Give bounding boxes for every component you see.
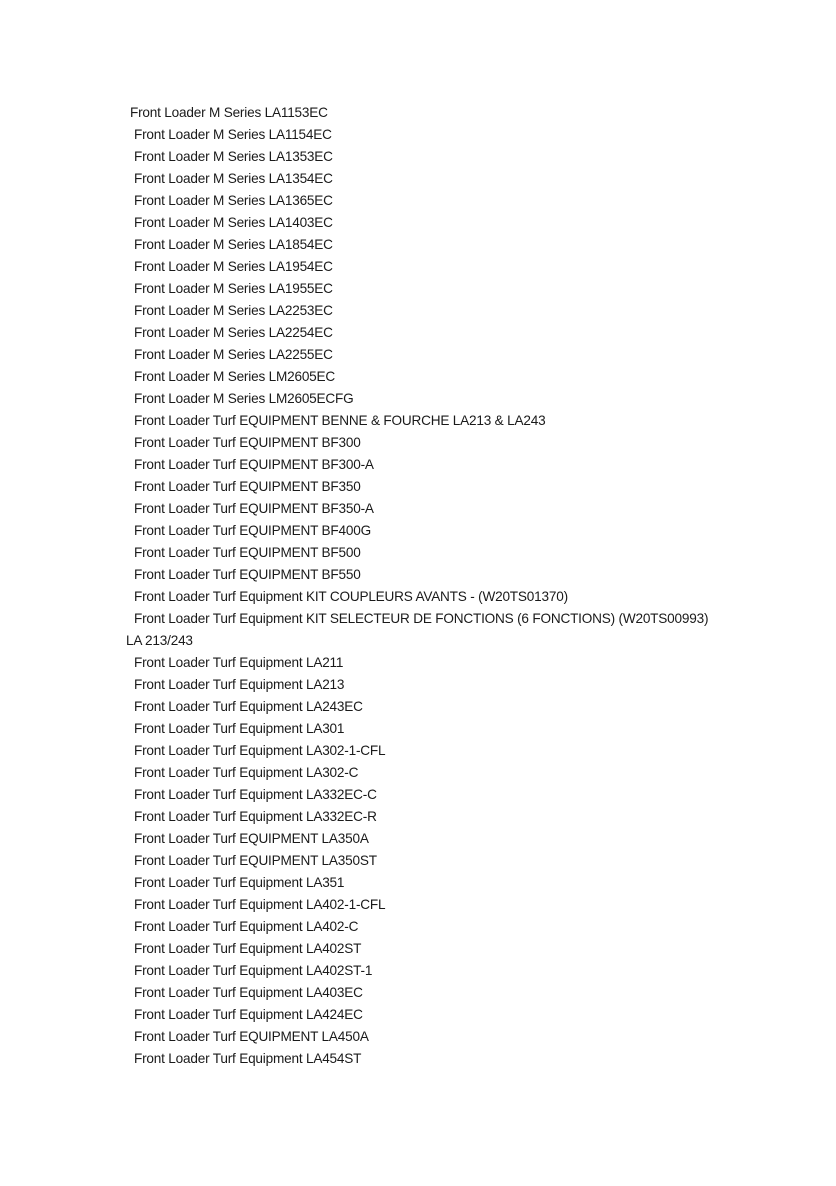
list-line: Front Loader Turf Equipment LA402-C [134,919,359,934]
list-line: Front Loader Turf Equipment LA301 [134,721,345,736]
list-line: Front Loader Turf Equipment LA402ST [134,941,362,956]
list-line: Front Loader M Series LA1153EC [130,105,328,120]
list-line: Front Loader Turf Equipment LA302-C [134,765,359,780]
list-line: Front Loader M Series LM2605ECFG [134,391,354,406]
list-line: Front Loader Turf EQUIPMENT BF300-A [134,457,374,472]
list-line: Front Loader Turf Equipment LA402ST-1 [134,963,373,978]
list-line: Front Loader M Series LA2255EC [134,347,333,362]
list-line: Front Loader Turf Equipment LA403EC [134,985,363,1000]
list-line: Front Loader Turf Equipment LA402-1-CFL [134,897,386,912]
list-line: Front Loader Turf EQUIPMENT BF400G [134,523,371,538]
list-line-continuation: LA 213/243 [126,633,193,648]
list-line: Front Loader Turf EQUIPMENT BF350-A [134,501,374,516]
list-line: Front Loader M Series LA1353EC [134,149,333,164]
model-list [0,102,836,1070]
list-line: Front Loader Turf Equipment LA351 [134,875,345,890]
list-line: Front Loader Turf Equipment LA302-1-CFL [134,743,386,758]
list-line: Front Loader Turf Equipment LA243EC [134,699,363,714]
list-line: Front Loader M Series LA1365EC [134,193,333,208]
list-line: Front Loader Turf EQUIPMENT LA450A [134,1029,369,1044]
list-line: Front Loader Turf EQUIPMENT BF550 [134,567,361,582]
list-line: Front Loader Turf Equipment LA213 [134,677,345,692]
list-line: Front Loader M Series LA1955EC [134,281,333,296]
list-line: Front Loader Turf Equipment LA424EC [134,1007,363,1022]
list-line: Front Loader Turf Equipment LA211 [134,655,344,670]
list-line: Front Loader Turf EQUIPMENT BF350 [134,479,361,494]
list-line: Front Loader Turf Equipment KIT COUPLEURS AVANTS - (W20TS01370) [134,589,568,604]
list-line: Front Loader M Series LA1154EC [134,127,332,142]
list-line: Front Loader Turf EQUIPMENT BF500 [134,545,361,560]
list-line: Front Loader Turf Equipment LA454ST [134,1051,362,1066]
list-line: Front Loader Turf EQUIPMENT LA350ST [134,853,377,868]
list-line: Front Loader Turf Equipment KIT SELECTEUR DE FONCTIONS (6 FONCTIONS) (W20TS00993) [134,611,709,626]
list-line: Front Loader M Series LM2605EC [134,369,336,384]
list-line: Front Loader M Series LA1854EC [134,237,333,252]
list-line: Front Loader M Series LA1403EC [134,215,333,230]
list-line: Front Loader M Series LA1354EC [134,171,333,186]
list-line: Front Loader M Series LA2253EC [134,303,333,318]
list-line: Front Loader Turf EQUIPMENT LA350A [134,831,369,846]
list-line: Front Loader M Series LA1954EC [134,259,333,274]
list-line: Front Loader Turf Equipment LA332EC-C [134,787,377,802]
list-line: Front Loader Turf EQUIPMENT BENNE & FOURCHE LA213 & LA243 [134,413,546,428]
list-line: Front Loader Turf EQUIPMENT BF300 [134,435,361,450]
list-line: Front Loader Turf Equipment LA332EC-R [134,809,377,824]
list-line: Front Loader M Series LA2254EC [134,325,333,340]
